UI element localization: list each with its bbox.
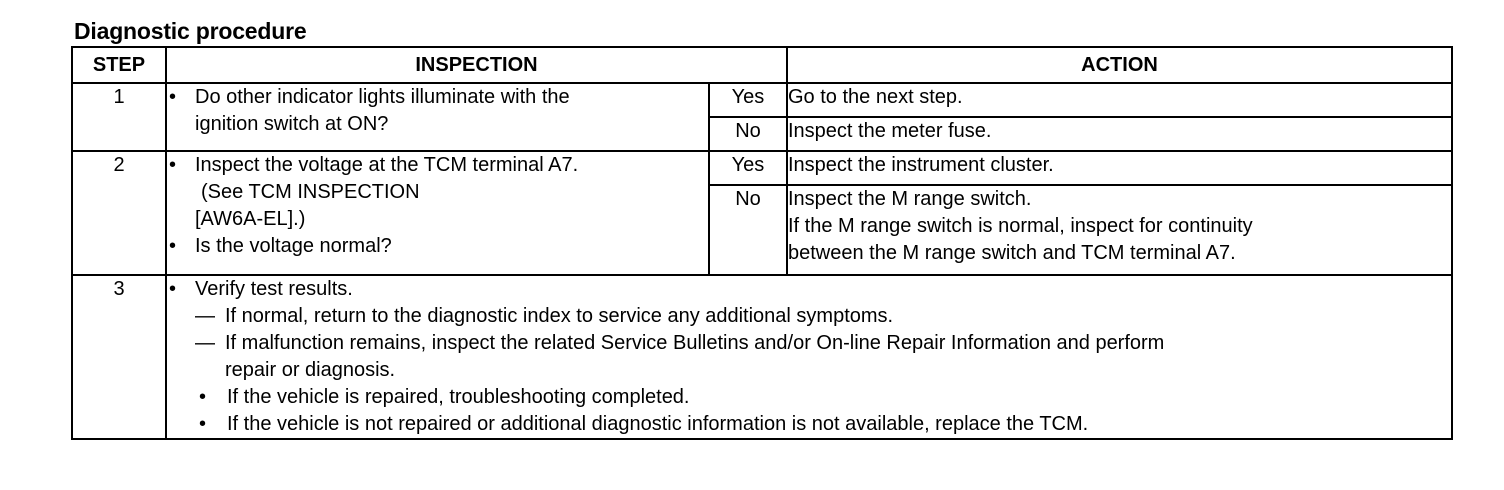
step-2-no-action-line1: Inspect the M range switch.: [788, 188, 1032, 210]
step-3-line1: • Verify test results.: [167, 276, 1451, 303]
diagnostic-procedure-table: [71, 46, 1453, 440]
step-2-no-action-line2: If the M range switch is normal, inspect for continuity: [788, 215, 1253, 237]
step-1-no-label: No: [709, 117, 787, 151]
step-2-inspection-line4: • Is the voltage normal?: [167, 233, 708, 260]
step-1-yes-label: Yes: [709, 83, 787, 117]
header-action: ACTION: [787, 47, 1452, 83]
step-1-inspection: [166, 83, 709, 151]
step-1-inspection-line2: ignition switch at ON?: [195, 113, 389, 135]
step-1-yes-action: Go to the next step.: [787, 83, 1452, 117]
page-title: Diagnostic procedure: [74, 18, 307, 44]
step-3-row: [72, 275, 1452, 439]
step-1-inspection-line1: • Do other indicator lights illuminate with the: [167, 84, 708, 111]
header-row: [72, 47, 1452, 83]
step-2-number: 2: [72, 151, 166, 275]
step-3-line4: repair or diagnosis.: [225, 359, 396, 381]
step-3-number: 3: [72, 275, 166, 439]
step-1-yes-row: [72, 83, 1452, 117]
step-2-yes-label: Yes: [709, 151, 787, 185]
step-2-yes-row: [72, 151, 1452, 185]
header-step: STEP: [72, 47, 166, 83]
step-1-no-action: Inspect the meter fuse.: [787, 117, 1452, 151]
step-2-inspection-line2: (See TCM INSPECTION: [201, 181, 420, 203]
step-2-inspection-line1: • Inspect the voltage at the TCM terminal A7.: [167, 152, 708, 179]
step-3-line2: — If normal, return to the diagnostic index to service any additional symptoms.: [167, 303, 1451, 330]
step-3-content: [166, 275, 1452, 439]
step-2-no-action-line3: between the M range switch and TCM terminal A7.: [788, 242, 1236, 264]
step-1-number: 1: [72, 83, 166, 151]
step-2-no-action: [787, 185, 1452, 275]
step-2-inspection: [166, 151, 709, 275]
step-2-no-label: No: [709, 185, 787, 275]
step-3-line3: — If malfunction remains, inspect the related Service Bulletins and/or On-line Repair Information and perform: [167, 330, 1451, 357]
header-inspection: INSPECTION: [166, 47, 787, 83]
step-2-yes-action: Inspect the instrument cluster.: [787, 151, 1452, 185]
step-3-line5: • If the vehicle is repaired, troubleshooting completed.: [167, 384, 1451, 411]
step-2-inspection-line3: [AW6A-EL].): [195, 208, 306, 230]
step-3-line6: • If the vehicle is not repaired or additional diagnostic information is not available, replace the TCM.: [167, 411, 1451, 438]
